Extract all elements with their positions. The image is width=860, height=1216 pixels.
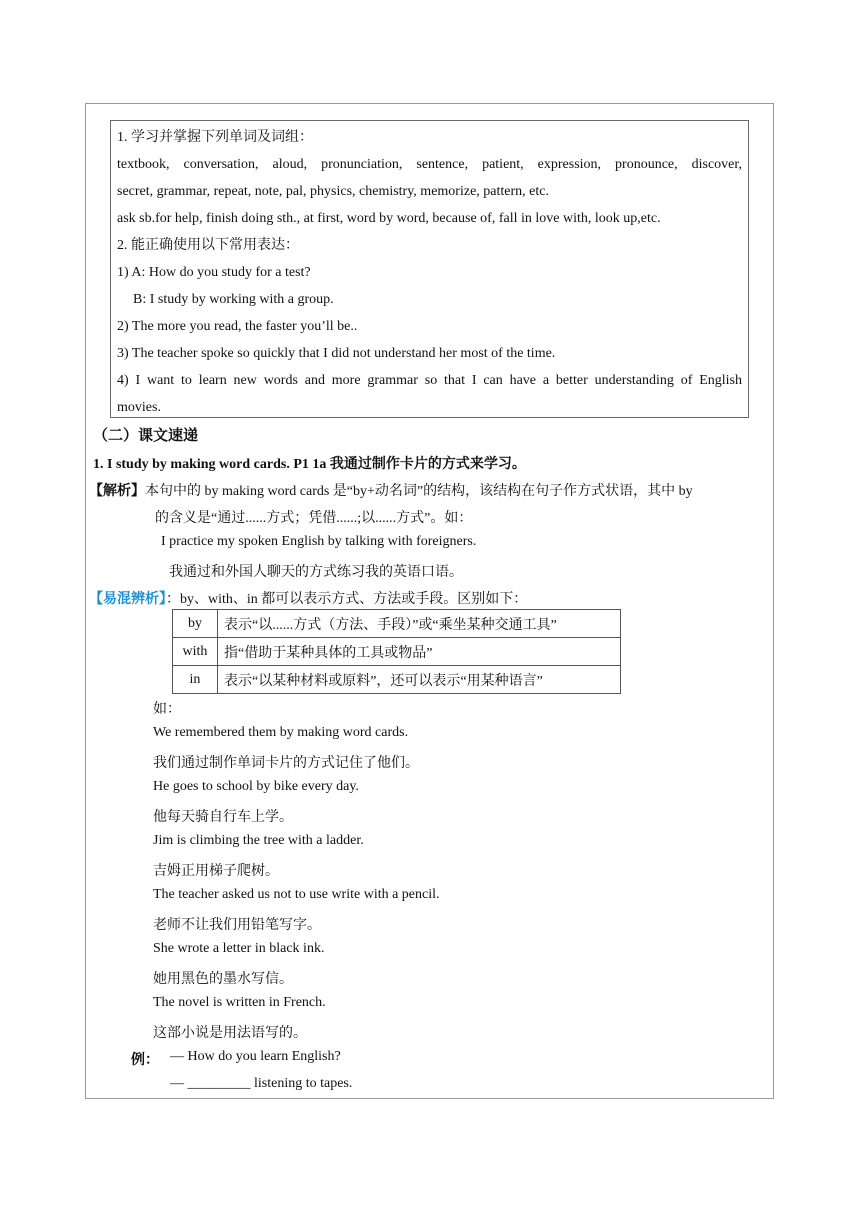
analysis-text-1: 本句中的 by making word cards 是“by+动名词”的结构，该结构在句子作方式状语，其中 by [145, 484, 693, 499]
expression-1b: B: I study by working with a group. [133, 292, 334, 307]
example-line: 她用黑色的墨水写信。 [153, 972, 293, 987]
example-line: 他每天骑自行车上学。 [153, 810, 293, 825]
analysis-tag: 【解析】 [89, 484, 145, 499]
analysis-line-1 [89, 480, 693, 500]
table-word-by: by [173, 610, 218, 638]
analysis-example-en: I practice my spoken English by talking with foreigners. [161, 534, 477, 549]
table-meaning-in: 表示“以某种材料或原料”，还可以表示“用某种语言” [218, 666, 621, 694]
example-line: 老师不让我们用铅笔写字。 [153, 918, 321, 933]
example-line: 吉姆正用梯子爬树。 [153, 864, 279, 879]
exercise-label: 例： [131, 1053, 159, 1068]
section-heading: （二）课文速递 [93, 428, 199, 444]
table-word-with: with [173, 638, 218, 666]
table-meaning-by: 表示“以......方式（方法、手段）”或“乘坐某种交通工具” [218, 610, 621, 638]
example-line: Jim is climbing the tree with a ladder. [153, 833, 364, 848]
expression-1a: 1) A: How do you study for a test? [117, 265, 311, 280]
example-line: 我们通过制作单词卡片的方式记住了他们。 [153, 756, 419, 771]
vocab-line-2: secret, grammar, repeat, note, pal, physics, chemistry, memorize, pattern, etc. [117, 184, 549, 199]
example-line: The teacher asked us not to use write with a pencil. [153, 887, 440, 902]
exercise-answer-blank: — _________ listening to tapes. [170, 1076, 353, 1091]
example-line: She wrote a letter in black ink. [153, 941, 325, 956]
exercise-question: — How do you learn English? [170, 1049, 341, 1064]
expression-3: 3) The teacher spoke so quickly that I did not understand her most of the time. [117, 346, 556, 361]
analysis-example-zh: 我通过和外国人聊天的方式练习我的英语口语。 [169, 565, 463, 580]
expression-4b: movies. [117, 400, 161, 415]
table-word-in: in [173, 666, 218, 694]
learning-goals-box [110, 120, 749, 418]
expression-2: 2) The more you read, the faster you’ll be.. [117, 319, 358, 334]
example-line: The novel is written in French. [153, 995, 326, 1010]
example-line: 这部小说是用法语写的。 [153, 1026, 307, 1041]
point-1-title: 1. I study by making word cards. P1 1a 我通过制作卡片的方式来学习。 [93, 457, 526, 472]
phrases-line: ask sb.for help, finish doing sth., at first, word by word, because of, fall in love with, look up,etc. [117, 211, 661, 226]
table-row [173, 610, 621, 638]
confusion-text: ：by、with、in 都可以表示方式、方法或手段。区别如下： [166, 592, 528, 607]
analysis-text-2: 的含义是“通过......方式；凭借......;以......方式”。如： [155, 511, 473, 526]
expression-4a: 4) I want to learn new words and more grammar so that I can have a better understanding of English [117, 373, 742, 388]
confusion-line [89, 588, 527, 608]
example-line: He goes to school by bike every day. [153, 779, 359, 794]
vocab-line-1: textbook, conversation, aloud, pronunciation, sentence, patient, expression, pronounce, discover, [117, 157, 742, 172]
confusion-tag: 【易混辨析】 [89, 592, 166, 607]
table-meaning-with: 指“借助于某种具体的工具或物品” [218, 638, 621, 666]
table-row [173, 666, 621, 694]
table-row [173, 638, 621, 666]
goal-1-title: 1. 学习并掌握下列单词及词组： [117, 130, 313, 145]
comparison-table [172, 609, 621, 694]
goal-2-title: 2. 能正确使用以下常用表达： [117, 238, 299, 253]
examples-intro: 如： [153, 702, 181, 717]
example-line: We remembered them by making word cards. [153, 725, 409, 740]
